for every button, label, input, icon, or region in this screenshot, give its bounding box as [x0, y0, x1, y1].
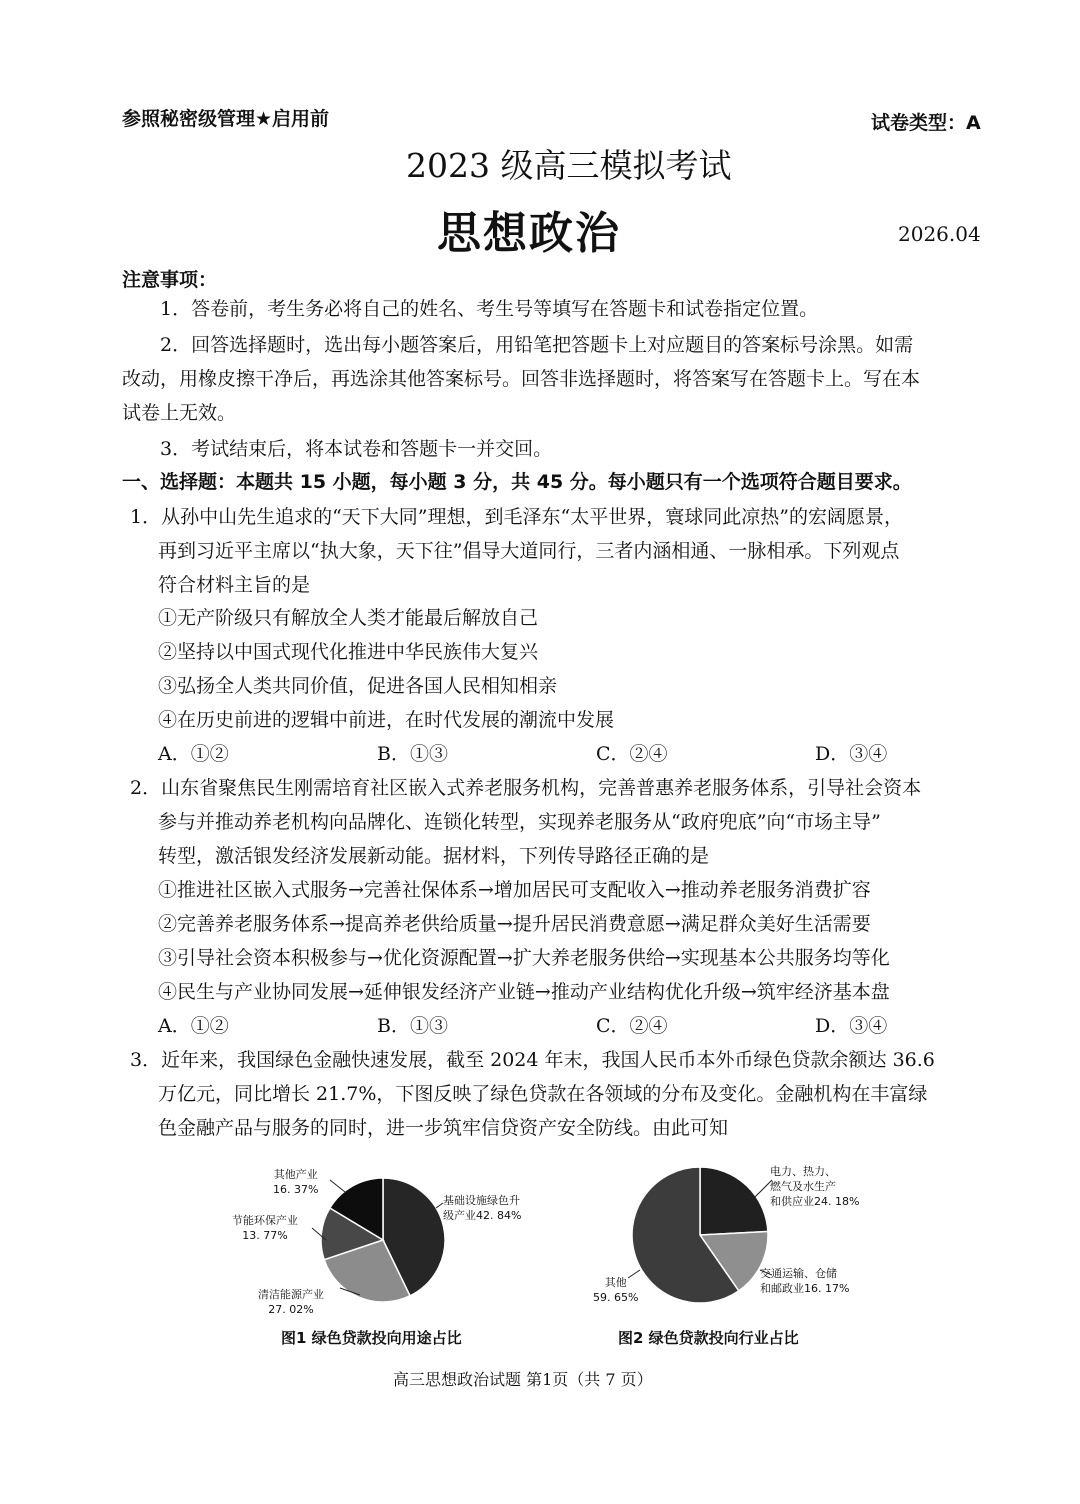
notes-title: 注意事项：	[122, 269, 218, 291]
q2-stem-line-1: 2．山东省聚焦民生刚需培育社区嵌入式养老服务机构，完善普惠养老服务体系，引导社会资本	[130, 777, 922, 799]
paper-type-label: 试卷类型：A	[871, 112, 981, 134]
q1-stem-line-2: 再到习近平主席以“执大象，天下往”倡导大道同行，三者内涵相通、一脉相承。下列观点	[158, 540, 900, 562]
q3-stem-line-3: 色金融产品与服务的同时，进一步筑牢信贷资产安全防线。由此可知	[158, 1117, 729, 1139]
pie1-label-clean-energy: 清洁能源产业 27. 02%	[258, 1288, 324, 1316]
exam-title: 2023 级高三模拟考试	[406, 146, 732, 185]
q2-statement-1: ①推进社区嵌入式服务→完善社保体系→增加居民可支配收入→推动养老服务消费扩容	[158, 879, 871, 901]
pie1-label-infrastructure: 基础设施绿色升 级产业42. 84%	[443, 1194, 522, 1222]
q3-stem-line-1: 3．近年来，我国绿色金融快速发展，截至 2024 年末，我国人民币本外币绿色贷款余额达 36.6	[130, 1049, 935, 1071]
q2-stem-line-2: 参与并推动养老机构向品牌化、连锁化转型，实现养老服务从“政府兜底”向“市场主导”	[158, 811, 881, 833]
q2-option-a: A．①②	[158, 1015, 229, 1037]
note-3: 3．考试结束后，将本试卷和答题卡一并交回。	[160, 438, 553, 460]
pie2-label-other: 其他 59. 65%	[593, 1276, 639, 1304]
figure-1-caption: 图1 绿色贷款投向用途占比	[281, 1329, 462, 1347]
subject-title: 思想政治	[437, 208, 621, 259]
q1-statement-1: ①无产阶级只有解放全人类才能最后解放自己	[158, 607, 539, 629]
q2-statement-3: ③引导社会资本积极参与→优化资源配置→扩大养老服务供给→实现基本公共服务均等化	[158, 947, 890, 969]
q1-stem-line-1: 1．从孙中山先生追求的“天下大同”理想，到毛泽东“太平世界，寰球同此凉热”的宏阔愿景，	[130, 506, 903, 528]
pie1-label-other: 其他产业 16. 37%	[273, 1168, 319, 1196]
page-footer: 高三思想政治试题 第1页（共 7 页）	[393, 1370, 653, 1389]
pie2-label-transport: 交通运输、仓储 和邮政业16. 17%	[760, 1267, 850, 1295]
q2-stem-line-3: 转型，激活银发经济发展新动能。据材料，下列传导路径正确的是	[158, 845, 710, 867]
figure-2-caption: 图2 绿色贷款投向行业占比	[618, 1329, 799, 1347]
q2-statement-4: ④民生与产业协同发展→延伸银发经济产业链→推动产业结构优化升级→筑牢经济基本盘	[158, 981, 890, 1003]
q1-option-b: B．①③	[377, 743, 448, 765]
q3-stem-line-2: 万亿元，同比增长 21.7%，下图反映了绿色贷款在各领域的分布及变化。金融机构在丰富绿	[158, 1083, 928, 1105]
pie2-label-power: 电力、热力、 燃气及水生产 和供应业24. 18%	[770, 1165, 860, 1208]
q1-option-a: A．①②	[158, 743, 229, 765]
q2-option-b: B．①③	[377, 1015, 448, 1037]
q1-statement-3: ③弘扬全人类共同价值，促进各国人民相知相亲	[158, 675, 558, 697]
note-2-line-1: 2．回答选择题时，选出每小题答案后，用铅笔把答题卡上对应题目的答案标号涂黑。如需	[160, 334, 914, 356]
q2-option-d: D．③④	[815, 1015, 888, 1037]
note-2-line-3: 试卷上无效。	[122, 402, 237, 424]
exam-date: 2026.04	[898, 222, 981, 246]
secrecy-label: 参照秘密级管理★启用前	[122, 108, 330, 130]
q1-statement-2: ②坚持以中国式现代化推进中华民族伟大复兴	[158, 641, 539, 663]
section-heading: 一、选择题：本题共 15 小题，每小题 3 分，共 45 分。每小题只有一个选项符合题目要求。	[122, 471, 912, 493]
q2-option-c: C．②④	[596, 1015, 668, 1037]
note-2-line-2: 改动，用橡皮擦干净后，再选涂其他答案标号。回答非选择题时，将答案写在答题卡上。写在本	[122, 368, 921, 390]
leader-line	[436, 1203, 443, 1208]
q1-option-d: D．③④	[815, 743, 888, 765]
note-1: 1．答卷前，考生务必将自己的姓名、考生号等填写在答题卡和试卷指定位置。	[160, 298, 819, 320]
pie1-label-energy-saving: 节能环保产业 13. 77%	[232, 1214, 298, 1242]
q1-stem-line-3: 符合材料主旨的是	[158, 574, 311, 596]
pie2-slice-power	[700, 1167, 768, 1235]
leader-line	[330, 1180, 345, 1192]
q2-statement-2: ②完善养老服务体系→提高养老供给质量→提升居民消费意愿→满足群众美好生活需要	[158, 913, 871, 935]
q1-option-c: C．②④	[596, 743, 668, 765]
q1-statement-4: ④在历史前进的逻辑中前进，在时代发展的潮流中发展	[158, 709, 615, 731]
